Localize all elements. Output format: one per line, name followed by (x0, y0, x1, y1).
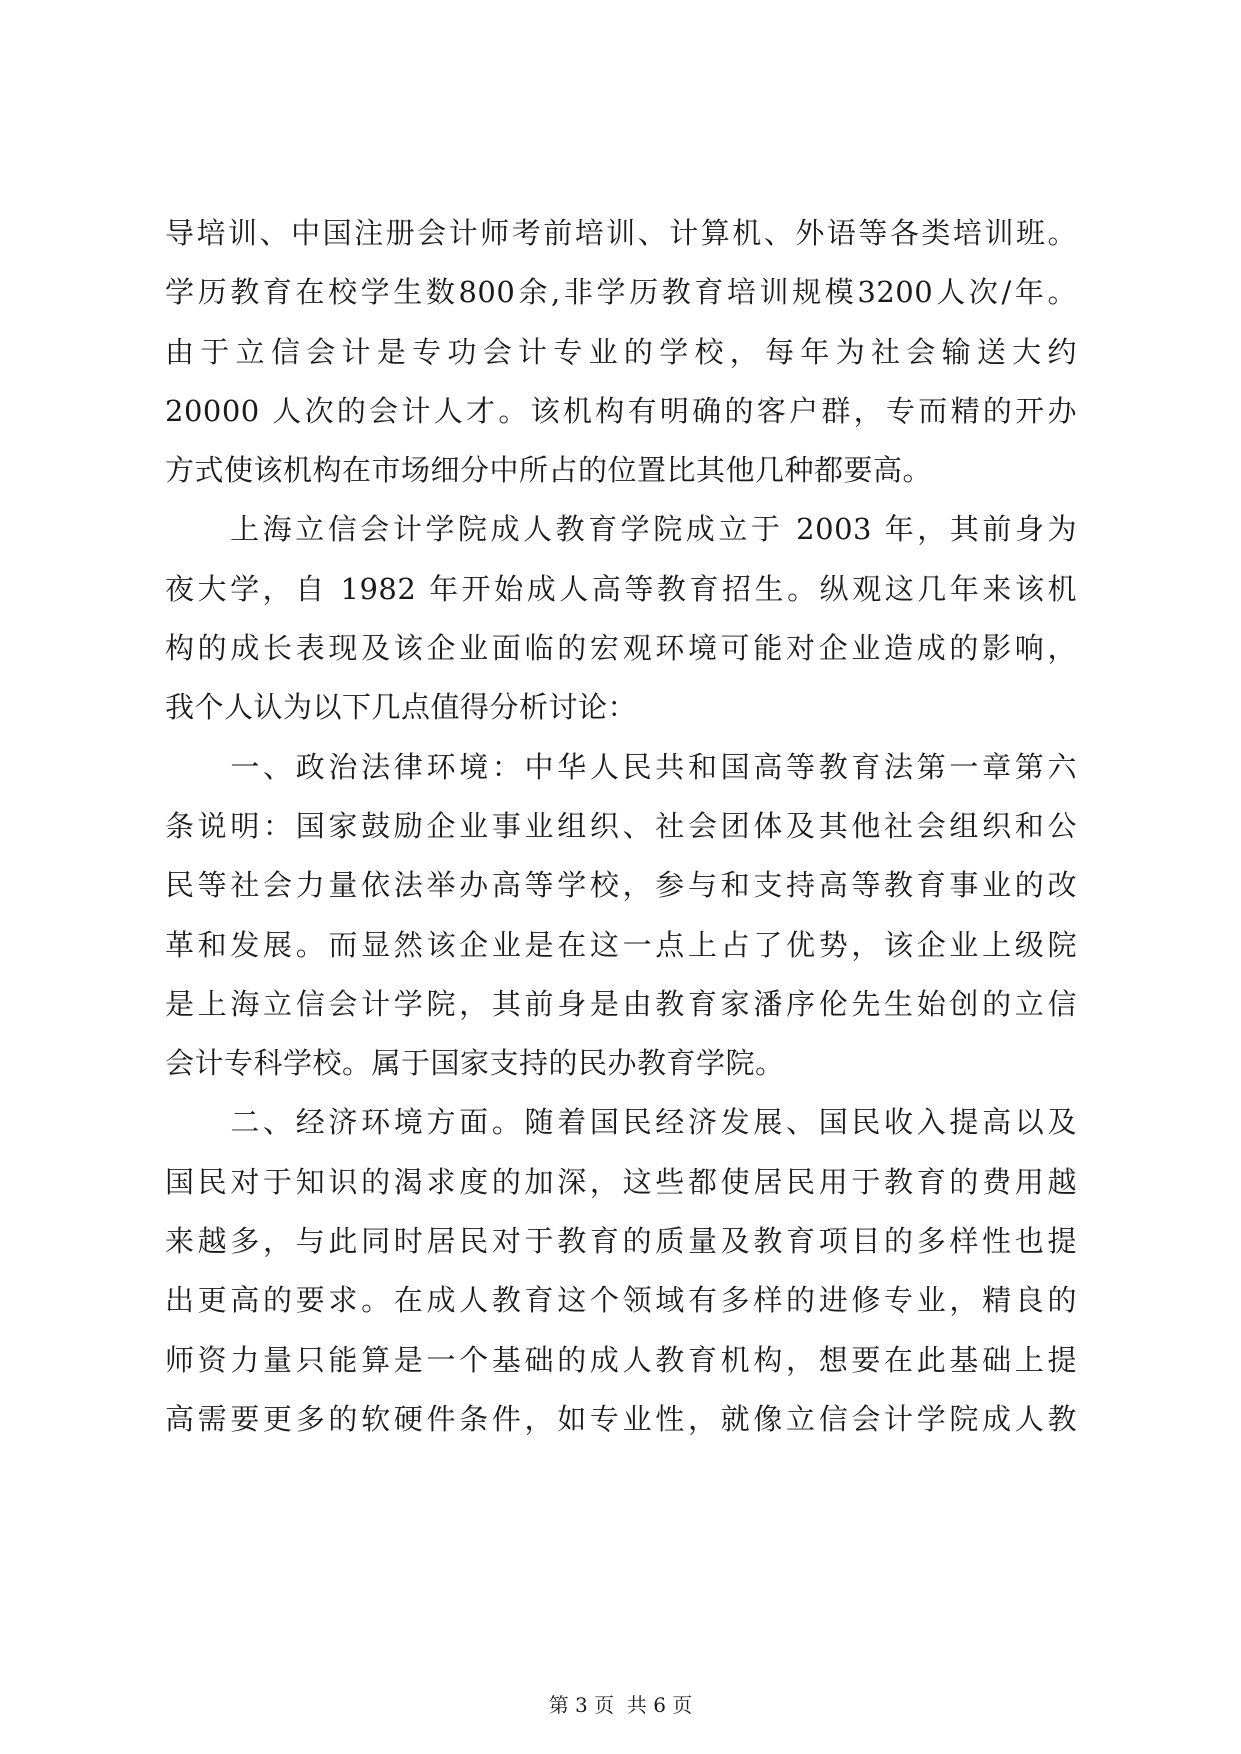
text-line: 来越多，与此同时居民对于教育的质量及教育项目的多样性也提 (165, 1224, 1077, 1259)
text-line: 构的成长表现及该企业面临的宏观环境可能对企业造成的影响， (165, 631, 1077, 666)
text-line: 出更高的要求。在成人教育这个领域有多样的进修专业，精良的 (165, 1283, 1077, 1318)
page-footer (0, 1693, 1241, 1717)
text-line: 夜大学，自 1982 年开始成人高等教育招生。纵观这几年来该机 (165, 571, 1077, 606)
text-line: 20000 人次的会计人才。该机构有明确的客户群，专而精的开办 (165, 393, 1077, 428)
text-line: 会计专科学校。属于国家支持的民办教育学院。 (165, 1046, 785, 1081)
text-line: 条说明：国家鼓励企业事业组织、社会团体及其他社会组织和公 (165, 808, 1077, 843)
text-line: 革和发展。而显然该企业是在这一点上占了优势，该企业上级院 (165, 927, 1077, 962)
text-line: 高需要更多的软硬件条件，如专业性，就像立信会计学院成人教 (165, 1401, 1077, 1436)
text-line: 二、经济环境方面。随着国民经济发展、国民收入提高以及 (165, 1105, 1077, 1140)
text-line: 一、政治法律环境：中华人民共和国高等教育法第一章第六 (165, 749, 1077, 784)
page-number-label: 第 3 页 共 6 页 (548, 1693, 693, 1717)
text-line: 学历教育在校学生数800余,非学历教育培训规模3200人次/年。 (165, 275, 1077, 310)
text-line: 是上海立信会计学院，其前身是由教育家潘序伦先生始创的立信 (165, 986, 1077, 1021)
text-line: 国民对于知识的渴求度的加深，这些都使居民用于教育的费用越 (165, 1164, 1077, 1199)
text-line: 导培训、中国注册会计师考前培训、计算机、外语等各类培训班。 (165, 216, 1077, 250)
text-line: 由于立信会计是专功会计专业的学校，每年为社会输送大约 (165, 334, 1077, 369)
text-line: 师资力量只能算是一个基础的成人教育机构，想要在此基础上提 (165, 1342, 1077, 1377)
text-line: 我个人认为以下几点值得分析讨论： (165, 690, 638, 725)
text-line: 民等社会力量依法举办高等学校，参与和支持高等教育事业的改 (165, 868, 1077, 903)
body-text (165, 204, 1077, 1449)
text-line: 方式使该机构在市场细分中所占的位置比其他几种都要高。 (165, 453, 933, 488)
text-line: 上海立信会计学院成人教育学院成立于 2003 年，其前身为 (165, 512, 1077, 547)
